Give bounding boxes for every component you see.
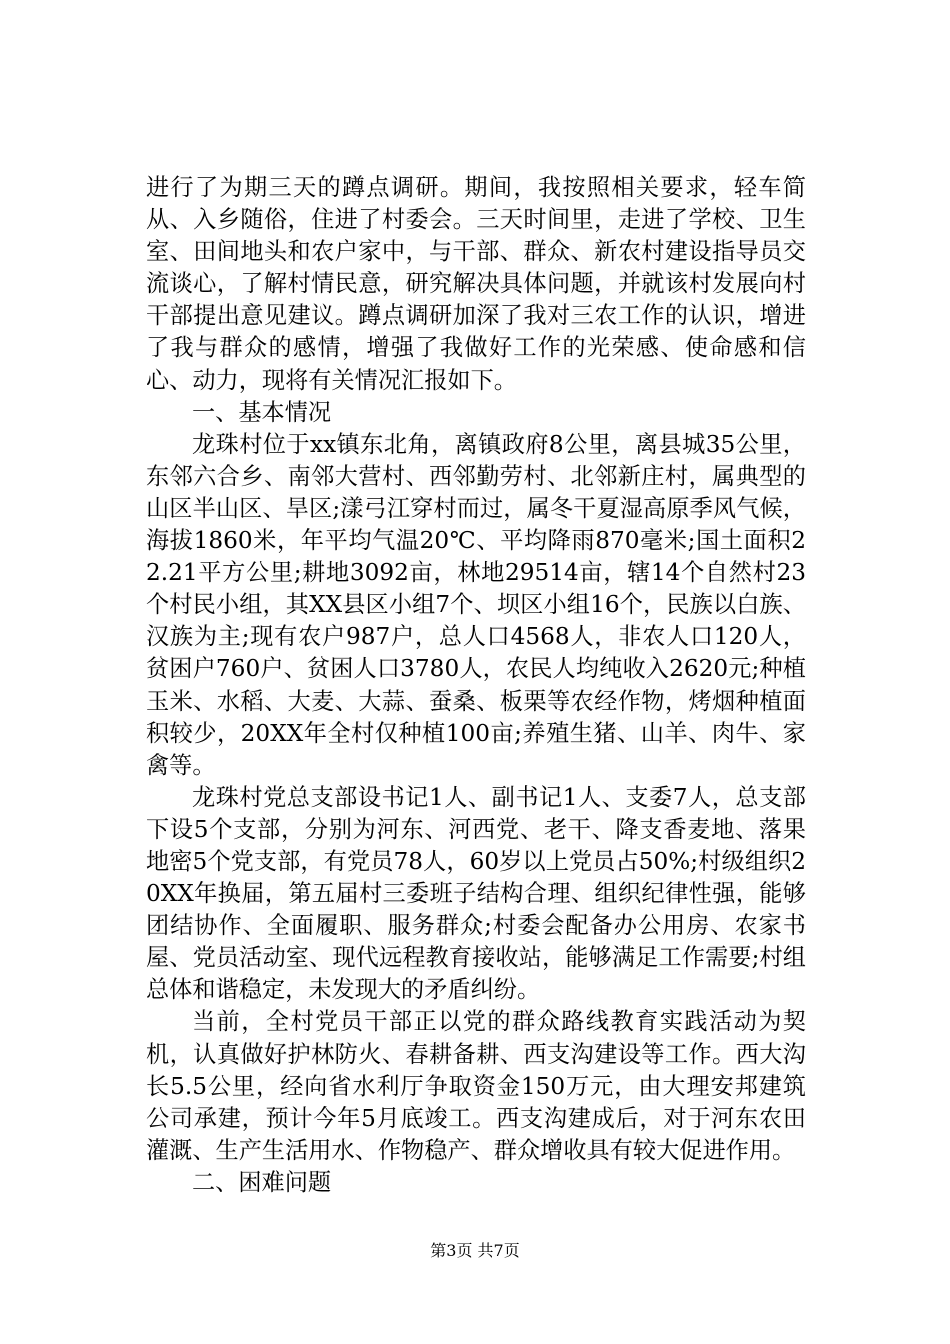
document-body xyxy=(146,172,806,1199)
paragraph-intro: 进行了为期三天的蹲点调研。期间，我按照相关要求，轻车简从、入乡随俗，住进了村委会。三天时间里，走进了学校、卫生室、田间地头和农户家中，与干部、群众、新农村建设指导员交流谈心，了解村情民意，研究解决具体问题，并就该村发展向村干部提出意见建议。蹲点调研加深了我对三农工作的认识，增进了我与群众的感情，增强了我做好工作的光荣感、使命感和信心、动力，现将有关情况汇报如下。 xyxy=(146,174,806,394)
page-number-footer: 第3页 共7页 xyxy=(430,1241,520,1260)
section-heading-difficulties: 二、困难问题 xyxy=(192,1168,332,1196)
paragraph-party-organization: 龙珠村党总支部设书记1人、副书记1人、支委7人，总支部下设5个支部，分别为河东、河西党、老干、降支香麦地、落果地密5个党支部，有党员78人，60岁以上党员占50%;村级组织20XX年换届，第五届村三委班子结构合理、组织纪律性强，能够团结协作、全面履职、服务群众;村委会配备办公用房、农家书屋、党员活动室、现代远程教育接收站，能够满足工作需要;村组总体和谐稳定，未发现大的矛盾纠纷。 xyxy=(146,783,806,1004)
section-heading-basic-situation: 一、基本情况 xyxy=(192,398,332,426)
paragraph-current-work: 当前，全村党员干部正以党的群众路线教育实践活动为契机，认真做好护林防火、春耕备耕、西支沟建设等工作。西大沟长5.5公里，经向省水利厅争取资金150万元，由大理安邦建筑公司承建，预计今年5月底竣工。西支沟建成后，对于河东农田灌溉、生产生活用水、作物稳产、群众增收具有较大促进作用。 xyxy=(146,1008,806,1164)
paragraph-village-overview: 龙珠村位于xx镇东北角，离镇政府8公里，离县城35公里，东邻六合乡、南邻大营村、西邻勤劳村、北邻新庄村，属典型的山区半山区、旱区;漾弓江穿村而过，属冬干夏湿高原季风气候，海拔1860米，年平均气温20℃、平均降雨870毫米;国土面积22.21平方公里;耕地3092亩，林地29514亩，辖14个自然村23个村民小组，其XX县区小组7个、坝区小组16个，民族以白族、汉族为主;现有农户987户，总人口4568人，非农人口120人，贫困户760户、贫困人口3780人，农民人均纯收入2620元;种植玉米、水稻、大麦、大蒜、蚕桑、板栗等农经作物，烤烟种植面积较少，20XX年全村仅种植100亩;养殖生猪、山羊、肉牛、家禽等。 xyxy=(146,430,806,779)
